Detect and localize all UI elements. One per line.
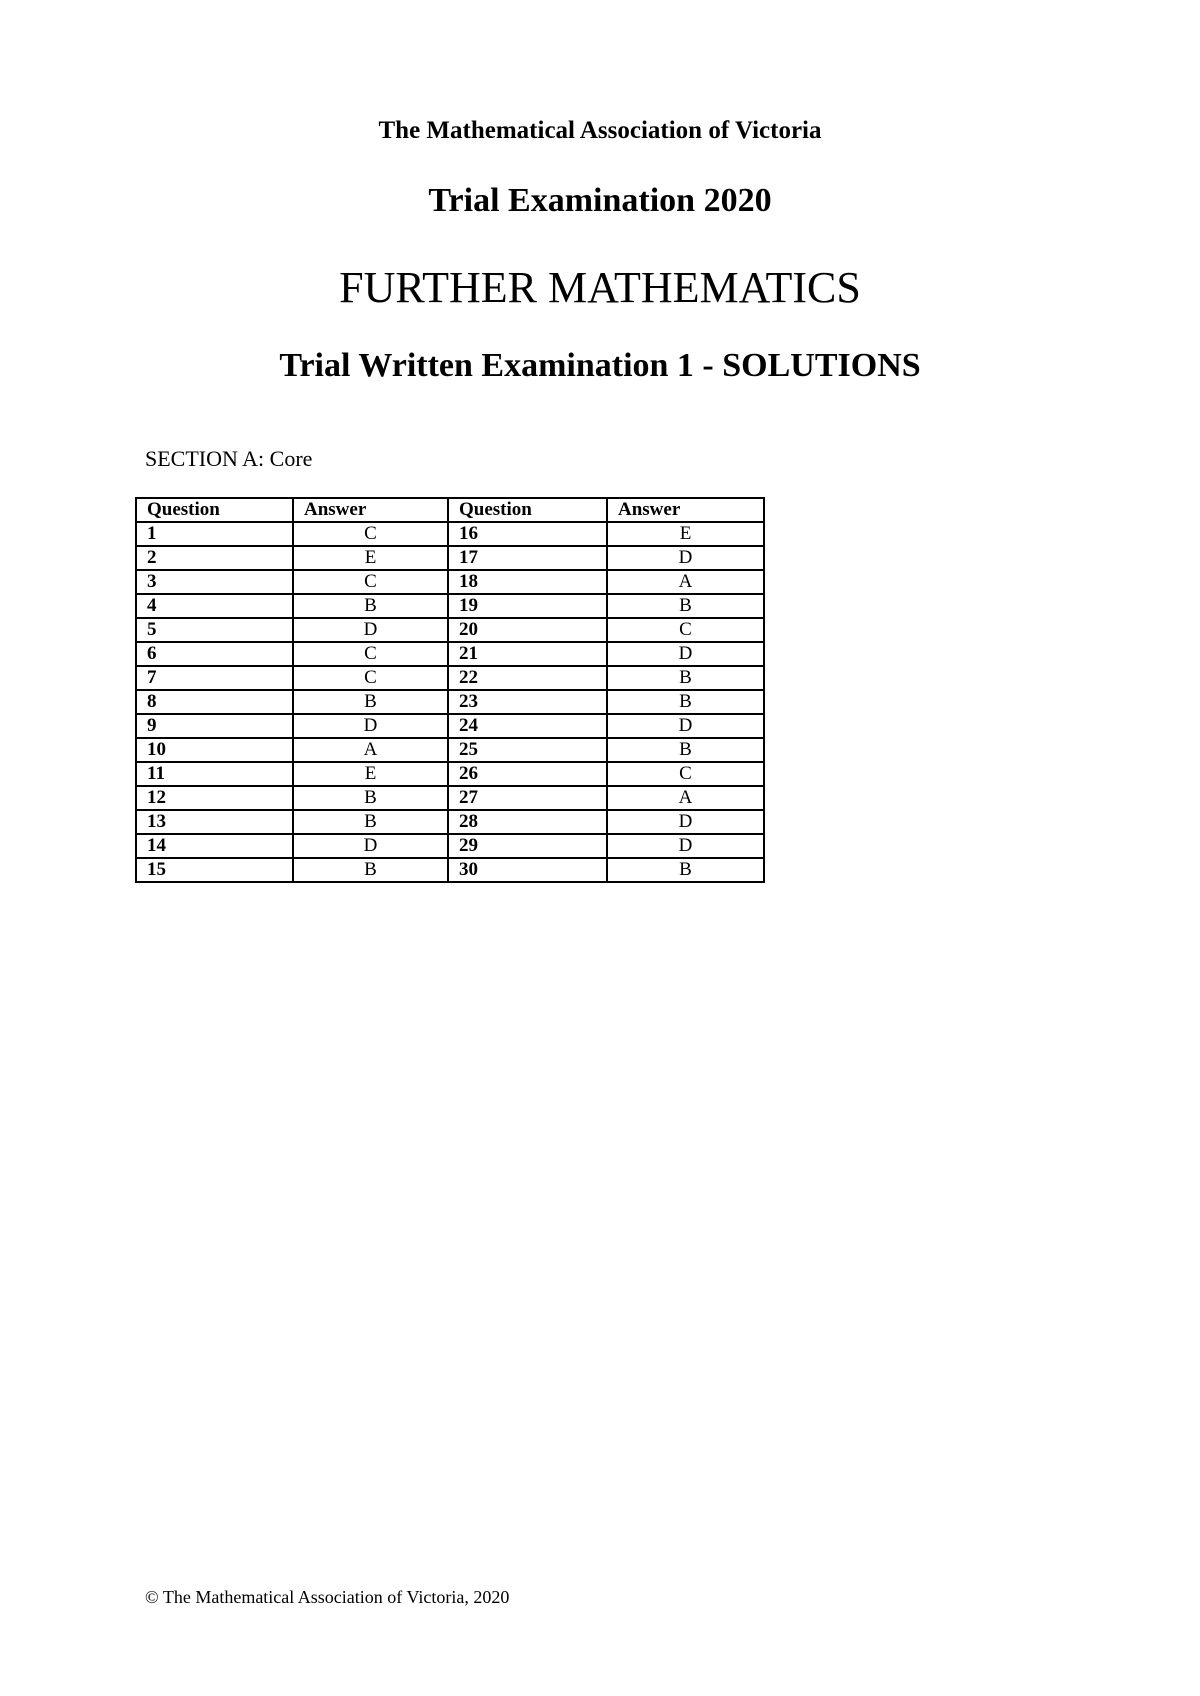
question-number-cell: 6 xyxy=(136,642,293,666)
exam-title: Trial Examination 2020 xyxy=(428,182,772,219)
table-row xyxy=(136,858,764,882)
question-number-cell: 7 xyxy=(136,666,293,690)
column-header-question: Question xyxy=(136,498,293,522)
table-row xyxy=(136,810,764,834)
table-row xyxy=(136,594,764,618)
answer-cell: B xyxy=(607,690,764,714)
question-number-cell: 28 xyxy=(448,810,607,834)
table-row xyxy=(136,666,764,690)
answer-cell: B xyxy=(607,666,764,690)
answer-cell: B xyxy=(607,858,764,882)
question-number-cell: 2 xyxy=(136,546,293,570)
answer-cell: B xyxy=(293,786,448,810)
answer-cell: C xyxy=(293,666,448,690)
question-number-cell: 22 xyxy=(448,666,607,690)
question-number-cell: 9 xyxy=(136,714,293,738)
answer-cell: B xyxy=(607,594,764,618)
table-header-row xyxy=(136,498,764,522)
answer-cell: D xyxy=(607,834,764,858)
question-number-cell: 20 xyxy=(448,618,607,642)
answer-cell: B xyxy=(293,594,448,618)
copyright-footer: © The Mathematical Association of Victoria, 2020 xyxy=(145,1587,510,1607)
column-header-answer: Answer xyxy=(293,498,448,522)
question-number-cell: 10 xyxy=(136,738,293,762)
table-row xyxy=(136,834,764,858)
answer-cell: E xyxy=(293,762,448,786)
column-header-answer: Answer xyxy=(607,498,764,522)
answer-cell: B xyxy=(293,690,448,714)
answer-cell: B xyxy=(293,810,448,834)
table-row xyxy=(136,546,764,570)
question-number-cell: 3 xyxy=(136,570,293,594)
table-row xyxy=(136,690,764,714)
question-number-cell: 1 xyxy=(136,522,293,546)
table-row xyxy=(136,762,764,786)
section-heading: SECTION A: Core xyxy=(145,446,313,471)
answer-cell: D xyxy=(607,642,764,666)
answer-cell: A xyxy=(607,786,764,810)
answer-cell: B xyxy=(607,738,764,762)
question-number-cell: 13 xyxy=(136,810,293,834)
question-number-cell: 14 xyxy=(136,834,293,858)
question-number-cell: 11 xyxy=(136,762,293,786)
question-number-cell: 17 xyxy=(448,546,607,570)
answer-rows xyxy=(136,522,764,882)
answer-cell: C xyxy=(293,570,448,594)
question-number-cell: 4 xyxy=(136,594,293,618)
table-row xyxy=(136,522,764,546)
answer-cell: D xyxy=(607,714,764,738)
question-number-cell: 5 xyxy=(136,618,293,642)
subject-title: FURTHER MATHEMATICS xyxy=(339,263,861,312)
question-number-cell: 24 xyxy=(448,714,607,738)
question-number-cell: 8 xyxy=(136,690,293,714)
question-number-cell: 18 xyxy=(448,570,607,594)
table-row xyxy=(136,786,764,810)
question-number-cell: 12 xyxy=(136,786,293,810)
question-number-cell: 30 xyxy=(448,858,607,882)
question-number-cell: 25 xyxy=(448,738,607,762)
answer-cell: A xyxy=(293,738,448,762)
question-number-cell: 29 xyxy=(448,834,607,858)
question-number-cell: 15 xyxy=(136,858,293,882)
table-row xyxy=(136,642,764,666)
question-number-cell: 23 xyxy=(448,690,607,714)
answer-table xyxy=(135,497,765,883)
column-header-question: Question xyxy=(448,498,607,522)
answer-cell: C xyxy=(293,642,448,666)
answer-cell: C xyxy=(607,618,764,642)
question-number-cell: 21 xyxy=(448,642,607,666)
table-row xyxy=(136,738,764,762)
answer-cell: D xyxy=(607,810,764,834)
answer-cell: D xyxy=(293,834,448,858)
paper-title: Trial Written Examination 1 - SOLUTIONS xyxy=(279,347,921,384)
answer-cell: C xyxy=(607,762,764,786)
organization-title: The Mathematical Association of Victoria xyxy=(378,117,822,144)
table-row xyxy=(136,714,764,738)
answer-cell: A xyxy=(607,570,764,594)
question-number-cell: 16 xyxy=(448,522,607,546)
answer-cell: C xyxy=(293,522,448,546)
answer-cell: E xyxy=(607,522,764,546)
table-row xyxy=(136,618,764,642)
answer-cell: D xyxy=(293,714,448,738)
question-number-cell: 27 xyxy=(448,786,607,810)
table-row xyxy=(136,570,764,594)
answer-cell: D xyxy=(293,618,448,642)
answer-cell: D xyxy=(607,546,764,570)
question-number-cell: 26 xyxy=(448,762,607,786)
question-number-cell: 19 xyxy=(448,594,607,618)
answer-cell: E xyxy=(293,546,448,570)
answer-cell: B xyxy=(293,858,448,882)
